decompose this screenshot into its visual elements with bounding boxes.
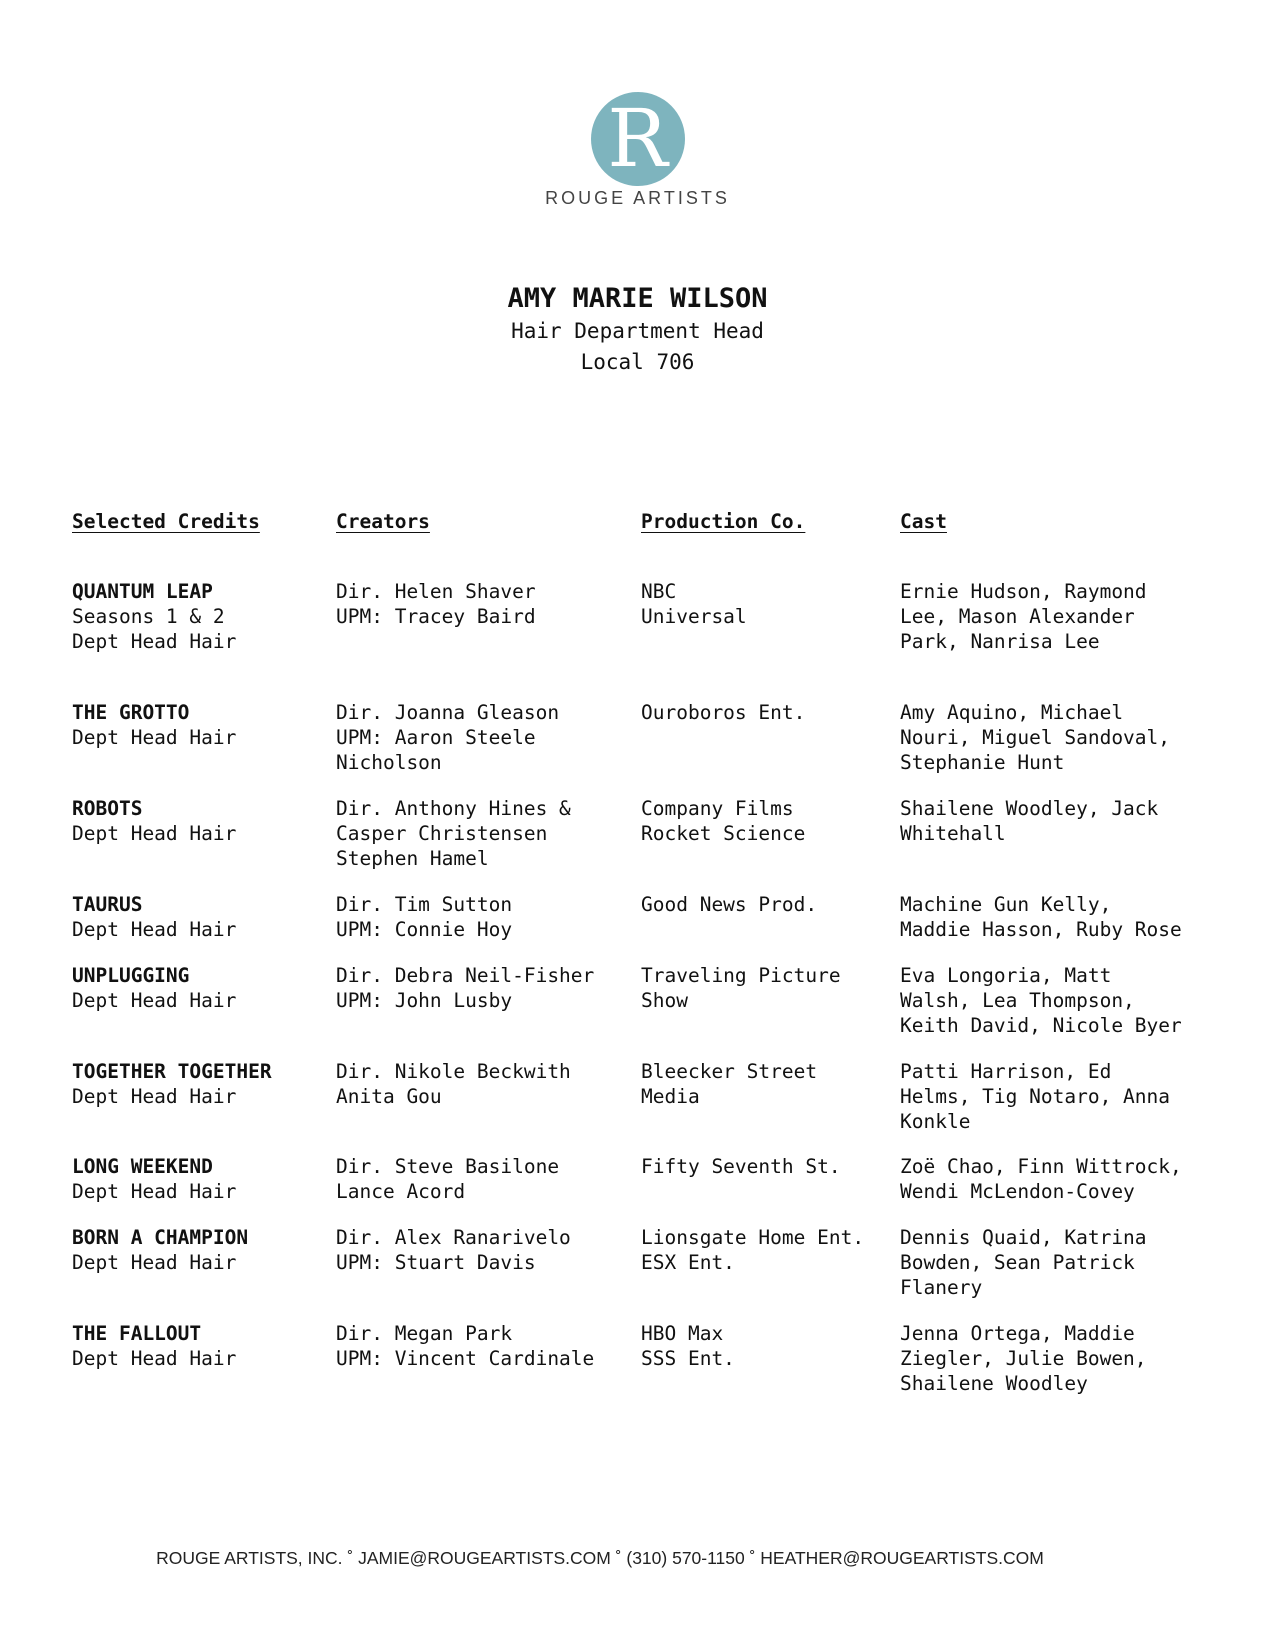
column-header-creators: Creators — [336, 510, 430, 533]
cast-line: Patti Harrison, Ed — [900, 1060, 1112, 1083]
creator-line: Dir. Helen Shaver — [336, 580, 536, 603]
creator-line: Dir. Megan Park — [336, 1322, 513, 1345]
credit-cell — [72, 963, 236, 1013]
production-line: Ouroboros Ent. — [641, 701, 806, 724]
cast-line: Dennis Quaid, Katrina — [900, 1226, 1147, 1249]
credit-cell — [72, 892, 236, 942]
credit-title: QUANTUM LEAP — [72, 580, 213, 603]
production-line: Fifty Seventh St. — [641, 1155, 841, 1178]
credit-title: ROBOTS — [72, 797, 143, 820]
credit-role: Dept Head Hair — [72, 1085, 237, 1108]
cast-cell — [900, 1154, 1182, 1204]
credit-cell — [72, 1225, 248, 1275]
credit-cell — [72, 700, 236, 750]
production-line: HBO Max — [641, 1322, 724, 1345]
cast-cell — [900, 1321, 1147, 1396]
creators-cell — [336, 1059, 571, 1109]
creator-line: UPM: Stuart Davis — [336, 1251, 536, 1274]
cast-line: Konkle — [900, 1110, 971, 1133]
production-line: Media — [641, 1085, 700, 1108]
logo-letter: R — [607, 92, 668, 185]
creator-line: Nicholson — [336, 751, 442, 774]
cast-line: Keith David, Nicole Byer — [900, 1014, 1182, 1037]
creator-line: Lance Acord — [336, 1180, 466, 1203]
creator-line: UPM: John Lusby — [336, 989, 513, 1012]
union-local: Local 706 — [580, 350, 695, 374]
production-cell — [641, 1225, 864, 1275]
credit-cell — [72, 1059, 272, 1109]
credit-title: TOGETHER TOGETHER — [72, 1060, 272, 1083]
cast-line: Ziegler, Julie Bowen, — [900, 1347, 1147, 1370]
credit-title: LONG WEEKEND — [72, 1155, 213, 1178]
cast-line: Walsh, Lea Thompson, — [900, 989, 1135, 1012]
cast-line: Flanery — [900, 1276, 983, 1299]
production-line: Universal — [641, 605, 747, 628]
production-line: Bleecker Street — [641, 1060, 818, 1083]
creator-line: UPM: Tracey Baird — [336, 605, 536, 628]
creator-line: Dir. Alex Ranarivelo — [336, 1226, 571, 1249]
credit-title: TAURUS — [72, 893, 143, 916]
resume-header — [0, 282, 1275, 378]
creators-cell — [336, 1321, 594, 1371]
cast-line: Eva Longoria, Matt — [900, 964, 1112, 987]
production-line: Traveling Picture — [641, 964, 841, 987]
credit-role: Dept Head Hair — [72, 726, 237, 749]
production-line: Company Films — [641, 797, 794, 820]
cast-cell — [900, 579, 1147, 654]
cast-line: Helms, Tig Notaro, Anna — [900, 1085, 1171, 1108]
production-line: Lionsgate Home Ent. — [641, 1226, 865, 1249]
footer-contact: ROUGE ARTISTS, INC. ˚ JAMIE@ROUGEARTISTS.COM ˚ (310) 570-1150 ˚ HEATHER@ROUGEARTISTS.COM — [156, 1548, 1044, 1568]
logo-circle — [591, 92, 685, 186]
creators-cell — [336, 963, 594, 1013]
credit-title: UNPLUGGING — [72, 964, 190, 987]
credit-title: BORN A CHAMPION — [72, 1226, 249, 1249]
credit-cell — [72, 1154, 236, 1204]
cast-line: Shailene Woodley, Jack — [900, 797, 1159, 820]
creators-cell — [336, 700, 559, 775]
creator-line: Dir. Debra Neil-Fisher — [336, 964, 595, 987]
cast-line: Maddie Hasson, Ruby Rose — [900, 918, 1182, 941]
production-cell — [641, 1059, 817, 1109]
creator-line: Stephen Hamel — [336, 847, 489, 870]
cast-line: Whitehall — [900, 822, 1006, 845]
production-line: NBC — [641, 580, 677, 603]
credit-title: THE GROTTO — [72, 701, 190, 724]
creators-cell — [336, 1154, 559, 1204]
agency-logo — [0, 92, 1275, 209]
credit-role: Dept Head Hair — [72, 630, 237, 653]
cast-line: Stephanie Hunt — [900, 751, 1065, 774]
credit-cell — [72, 796, 236, 846]
logo-text: ROUGE ARTISTS — [545, 188, 730, 208]
cast-cell — [900, 963, 1182, 1038]
creators-cell — [336, 1225, 571, 1275]
credit-role: Dept Head Hair — [72, 1251, 237, 1274]
cast-line: Ernie Hudson, Raymond — [900, 580, 1147, 603]
creators-cell — [336, 892, 512, 942]
production-cell — [641, 700, 805, 725]
credit-cell — [72, 1321, 236, 1371]
cast-line: Shailene Woodley — [900, 1372, 1088, 1395]
production-cell — [641, 892, 817, 917]
production-line: SSS Ent. — [641, 1347, 735, 1370]
cast-line: Zoë Chao, Finn Wittrock, — [900, 1155, 1182, 1178]
creator-line: Dir. Anthony Hines & — [336, 797, 571, 820]
production-line: ESX Ent. — [641, 1251, 735, 1274]
column-header-credits: Selected Credits — [72, 510, 260, 533]
production-cell — [641, 579, 747, 629]
creator-line: Dir. Joanna Gleason — [336, 701, 560, 724]
creators-cell — [336, 579, 536, 629]
cast-cell — [900, 796, 1158, 846]
cast-line: Park, Nanrisa Lee — [900, 630, 1100, 653]
creator-line: Dir. Tim Sutton — [336, 893, 513, 916]
cast-line: Jenna Ortega, Maddie — [900, 1322, 1135, 1345]
job-title: Hair Department Head — [511, 319, 764, 343]
cast-line: Bowden, Sean Patrick — [900, 1251, 1135, 1274]
cast-line: Lee, Mason Alexander — [900, 605, 1135, 628]
credit-cell — [72, 579, 236, 654]
cast-cell — [900, 700, 1170, 775]
production-cell — [641, 963, 841, 1013]
creator-line: UPM: Vincent Cardinale — [336, 1347, 595, 1370]
production-line: Good News Prod. — [641, 893, 818, 916]
production-cell — [641, 1154, 841, 1179]
credit-role: Dept Head Hair — [72, 1180, 237, 1203]
cast-line: Amy Aquino, Michael — [900, 701, 1124, 724]
person-name: AMY MARIE WILSON — [507, 283, 768, 314]
credit-role: Seasons 1 & 2 — [72, 605, 225, 628]
credit-role: Dept Head Hair — [72, 822, 237, 845]
cast-line: Machine Gun Kelly, — [900, 893, 1112, 916]
production-cell — [641, 1321, 735, 1371]
credit-role: Dept Head Hair — [72, 989, 237, 1012]
cast-line: Nouri, Miguel Sandoval, — [900, 726, 1171, 749]
production-line: Show — [641, 989, 688, 1012]
creator-line: Anita Gou — [336, 1085, 442, 1108]
creator-line: Dir. Steve Basilone — [336, 1155, 560, 1178]
cast-line: Wendi McLendon-Covey — [900, 1180, 1135, 1203]
cast-cell — [900, 1225, 1147, 1300]
credit-title: THE FALLOUT — [72, 1322, 202, 1345]
column-header-cast: Cast — [900, 510, 947, 533]
cast-cell — [900, 892, 1182, 942]
creator-line: UPM: Aaron Steele — [336, 726, 536, 749]
creator-line: Casper Christensen — [336, 822, 548, 845]
creator-line: UPM: Connie Hoy — [336, 918, 513, 941]
credit-role: Dept Head Hair — [72, 918, 237, 941]
production-line: Rocket Science — [641, 822, 806, 845]
cast-cell — [900, 1059, 1170, 1134]
creator-line: Dir. Nikole Beckwith — [336, 1060, 571, 1083]
production-cell — [641, 796, 805, 846]
credit-role: Dept Head Hair — [72, 1347, 237, 1370]
column-header-production: Production Co. — [641, 510, 806, 533]
creators-cell — [336, 796, 571, 871]
